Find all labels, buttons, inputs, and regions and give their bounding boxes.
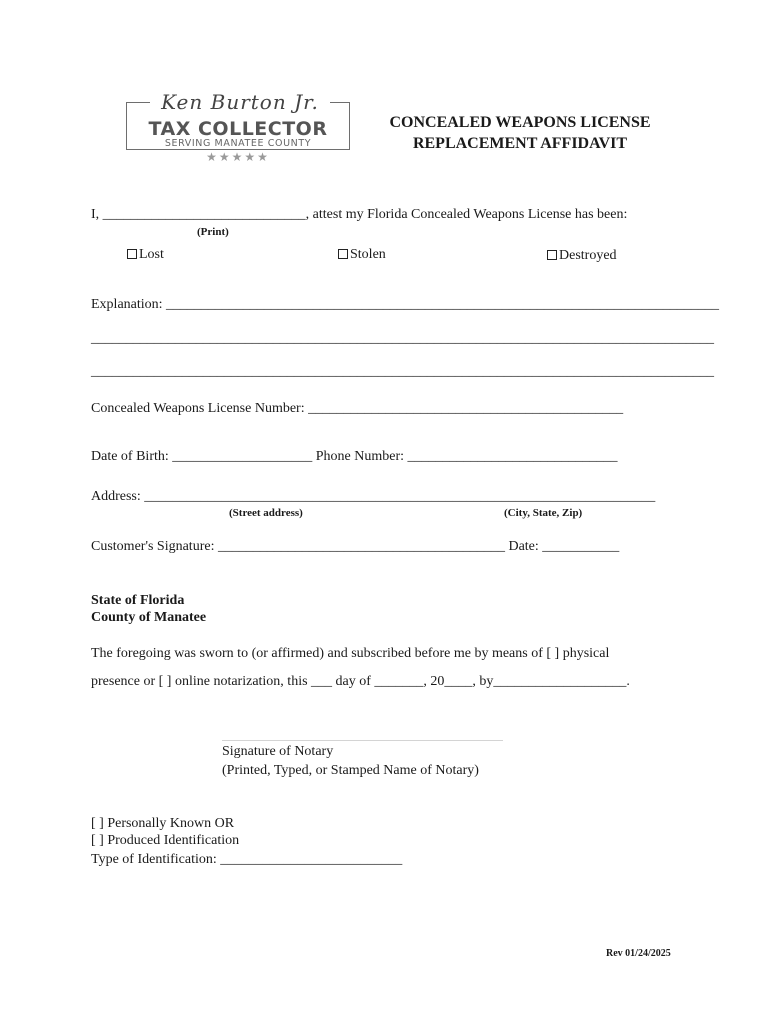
- print-label: (Print): [197, 226, 229, 238]
- stolen-checkbox[interactable]: [338, 249, 348, 259]
- state-heading: State of Florida: [91, 593, 185, 608]
- option-destroyed[interactable]: [547, 247, 617, 265]
- lost-label: Lost: [139, 247, 164, 262]
- address-field[interactable]: Address: _________________________________________________________________________: [91, 489, 656, 504]
- title-line-2: REPLACEMENT AFFIDAVIT: [412, 135, 628, 152]
- city-state-zip-label: (City, State, Zip): [504, 507, 583, 519]
- license-number-field[interactable]: Concealed Weapons License Number: _____________________________________________: [91, 401, 624, 416]
- stolen-label: Stolen: [350, 247, 386, 262]
- notary-statement-line-2[interactable]: presence or [ ] online notarization, this ___ day of _______, 20____, by___________________.: [91, 674, 630, 689]
- county-heading: County of Manatee: [91, 610, 207, 625]
- destroyed-label: Destroyed: [559, 248, 617, 263]
- notary-statement-line-1: The foregoing was sworn to (or affirmed) and subscribed before me by means of [ ] physical: [91, 646, 610, 661]
- personally-known-option[interactable]: [ ] Personally Known OR: [91, 816, 235, 831]
- street-address-label: (Street address): [229, 507, 303, 519]
- explanation-line-3[interactable]: _________________________________________________________________________________________: [91, 364, 714, 379]
- destroyed-checkbox[interactable]: [547, 250, 557, 260]
- revision-date: Rev 01/24/2025: [606, 948, 671, 959]
- title-line-1: CONCEALED WEAPONS LICENSE: [389, 114, 651, 131]
- logo-sub-text: SERVING MANATEE COUNTY: [164, 138, 312, 149]
- option-lost[interactable]: [127, 246, 164, 264]
- notary-signature-label: Signature of Notary: [222, 744, 334, 759]
- lost-checkbox[interactable]: [127, 249, 137, 259]
- type-of-identification-field[interactable]: Type of Identification: __________________________: [91, 852, 403, 867]
- explanation-line-2[interactable]: _________________________________________________________________________________________: [91, 331, 714, 346]
- logo-script-name: Ken Burton Jr.: [150, 90, 330, 114]
- attest-line[interactable]: I, _____________________________, attest my Florida Concealed Weapons License has been:: [91, 207, 628, 222]
- notary-name-label: (Printed, Typed, or Stamped Name of Notary): [222, 763, 479, 778]
- logo-stars: ★★★★★: [206, 150, 270, 164]
- produced-id-option[interactable]: [ ] Produced Identification: [91, 833, 240, 848]
- logo-main-text: TAX COLLECTOR: [148, 118, 328, 140]
- dob-phone-field[interactable]: Date of Birth: ____________________ Phone Number: ______________________________: [91, 449, 618, 464]
- customer-signature-field[interactable]: Customer's Signature: _________________________________________ Date: ___________: [91, 539, 620, 554]
- notary-signature-line: [222, 740, 503, 741]
- tax-collector-logo: [126, 92, 352, 164]
- document-title: [360, 112, 680, 154]
- explanation-line[interactable]: Explanation: _______________________________________________________________________________: [91, 297, 720, 312]
- option-stolen[interactable]: [338, 246, 386, 264]
